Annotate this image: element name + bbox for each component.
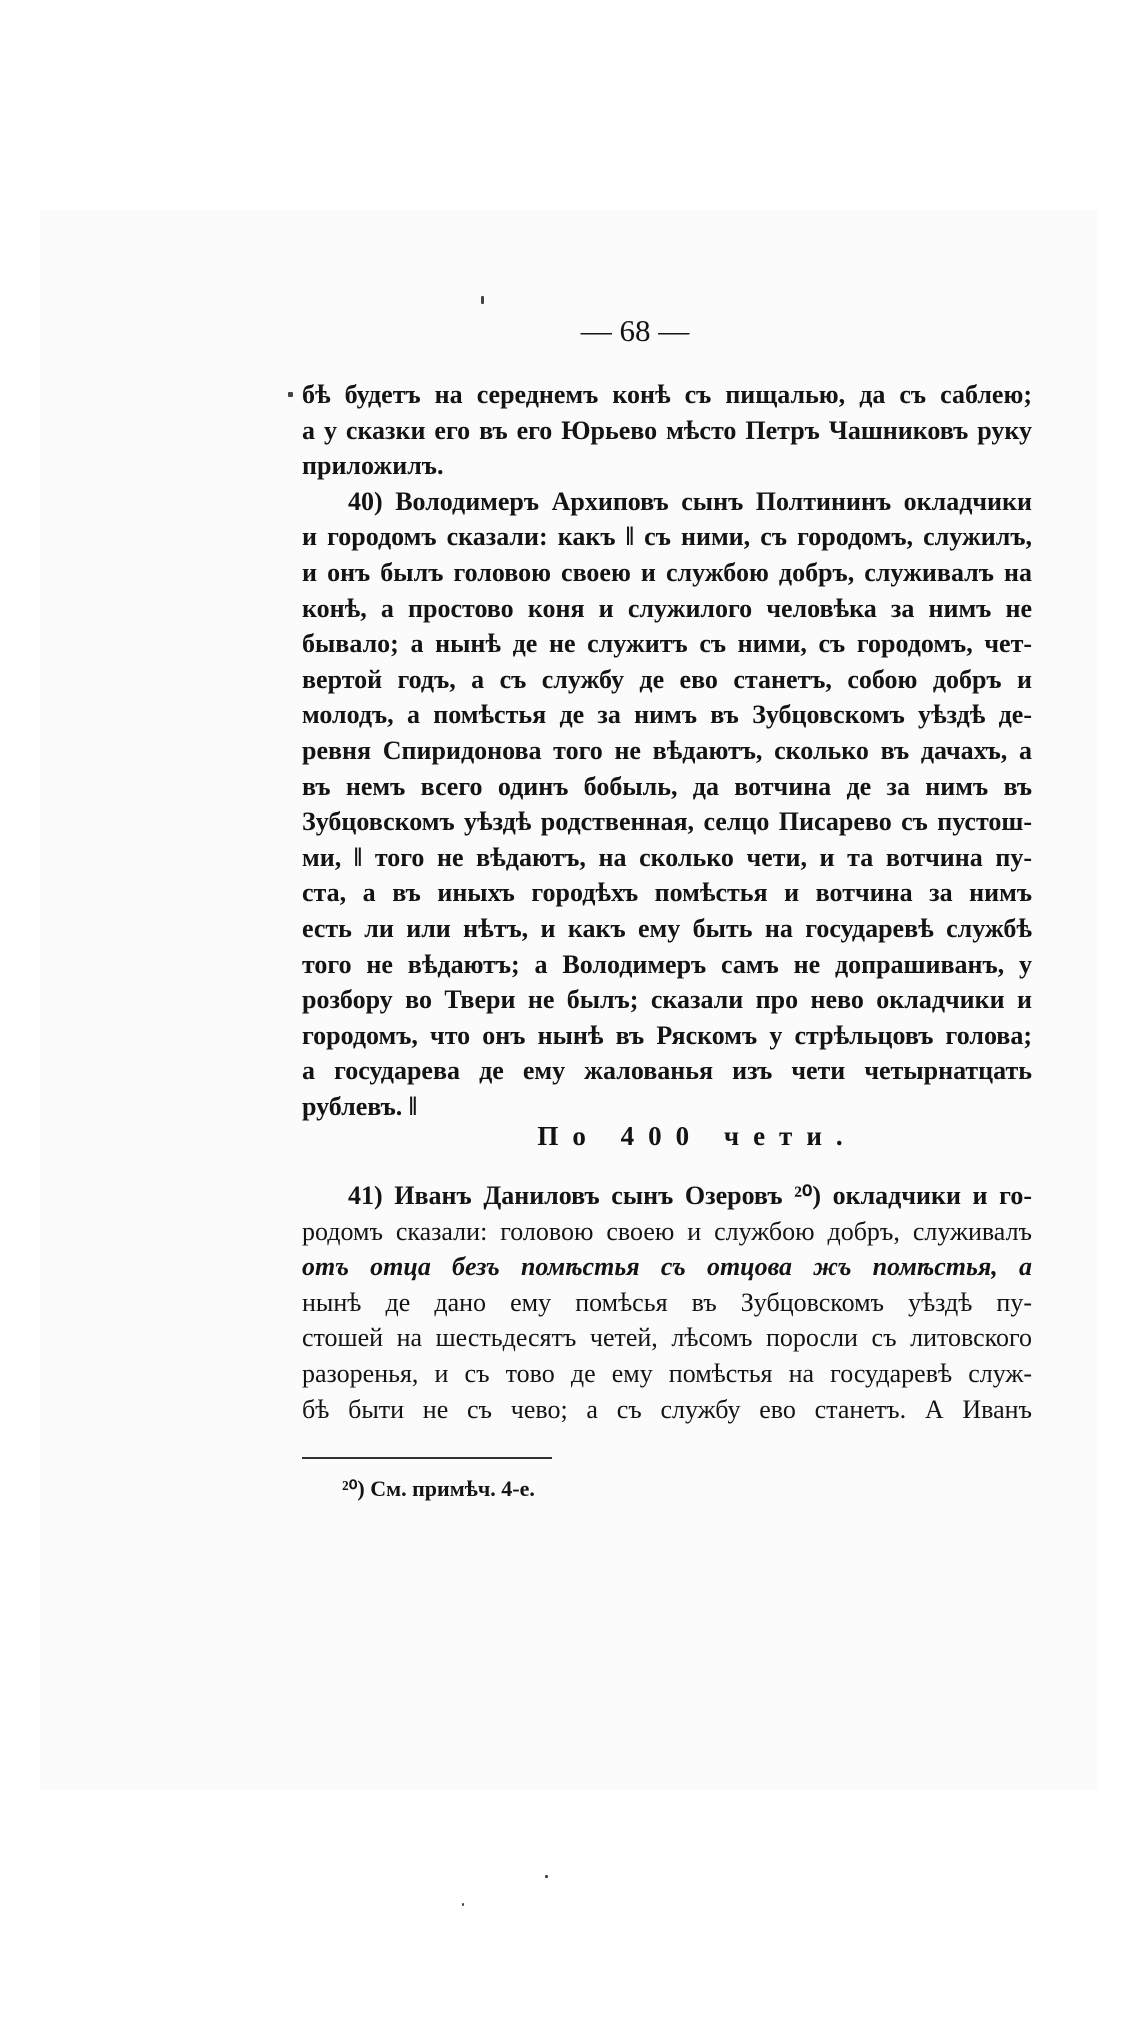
text-line: 41) Иванъ Даниловъ сынъ Озеровъ ²⁰) окладчики и го- — [348, 1181, 1032, 1210]
footnote: ²⁰) См. примѣч. 4-е. — [342, 1476, 535, 1501]
scan-speck — [288, 392, 293, 397]
text-line: родомъ сказали: головою своею и службою добръ, служивалъ — [302, 1216, 1032, 1246]
text-line: розбору во Твери не былъ; сказали про нево окладчики и — [302, 985, 1032, 1015]
text-line: и онъ былъ головою своею и службою добръ, служивалъ на — [302, 557, 1032, 587]
text-line: городомъ, что онъ нынѣ въ Ряскомъ у стрѣльцовъ голова; — [302, 1020, 1032, 1050]
text-line: и городомъ сказали: какъ ‖ съ ними, съ городомъ, служилъ, — [302, 522, 1032, 552]
text-line: отъ отца безъ помѣстья съ отцова жъ помѣстья, а — [302, 1252, 1032, 1282]
page-number: — 68 — — [580, 313, 690, 348]
text-line: 40) Володимеръ Архиповъ сынъ Полтининъ окладчики — [348, 486, 1032, 516]
text-line: есть ли или нѣтъ, и какъ ему быть на государевѣ службѣ — [302, 913, 1032, 943]
text-line: бѣ будетъ на середнемъ конѣ съ пищалью, да съ саблею; — [302, 380, 1032, 409]
text-line: того не вѣдаютъ; а Володимеръ самъ не допрашиванъ, у — [302, 949, 1032, 979]
footnote-rule — [302, 1457, 552, 1459]
text-line: въ немъ всего одинъ бобыль, да вотчина де за нимъ въ — [302, 771, 1032, 801]
text-line: бывало; а нынѣ де не служитъ съ ними, съ городомъ, чет- — [302, 629, 1032, 659]
text-line: рублевъ. ‖ — [302, 1091, 418, 1121]
text-line: а у сказки его въ его Юрьево мѣсто Петръ Чашниковъ руку — [302, 415, 1032, 445]
text-line: нынѣ де дано ему помѣсья въ Зубцовскомъ уѣздѣ пу- — [302, 1287, 1032, 1317]
text-line: разоренья, и съ тово де ему помѣстья на государевѣ служ- — [302, 1358, 1032, 1388]
text-line: конѣ, а простово коня и служилого человѣка за нимъ не — [302, 593, 1032, 623]
text-line: вертой годъ, а съ службу де ево станетъ, собою добръ и — [302, 664, 1032, 694]
scan-speck — [462, 1903, 464, 1906]
text-line: ми, ‖ того не вѣдаютъ, на сколько чети, и та вотчина пу- — [302, 842, 1032, 872]
body-text — [302, 377, 1032, 1125]
text-line: приложилъ. — [302, 451, 444, 481]
section-heading: По 400 чети. — [537, 1121, 857, 1151]
text-line: а государева де ему жалованья изъ чети четырнатцать — [302, 1056, 1032, 1086]
text-line: Зубцовскомъ уѣздѣ родственная, селцо Писарево съ пустош- — [302, 807, 1032, 837]
text-line: ста, а въ иныхъ городѣхъ помѣстья и вотчина за нимъ — [302, 878, 1032, 908]
text-line: ревня Спиридонова того не вѣдаютъ, сколько въ дачахъ, а — [302, 735, 1032, 765]
scan-speck — [545, 1875, 548, 1878]
text-line: молодъ, а помѣстья де за нимъ въ Зубцовскомъ уѣздѣ де- — [302, 700, 1032, 730]
text-line: стошей на шестьдесятъ четей, лѣсомъ поросли съ литовского — [302, 1323, 1032, 1353]
text-line: бѣ быти не съ чево; а съ службу ево станетъ. А Иванъ — [302, 1394, 1032, 1424]
entry-41-text — [302, 1178, 1032, 1424]
scan-speck — [481, 296, 484, 304]
